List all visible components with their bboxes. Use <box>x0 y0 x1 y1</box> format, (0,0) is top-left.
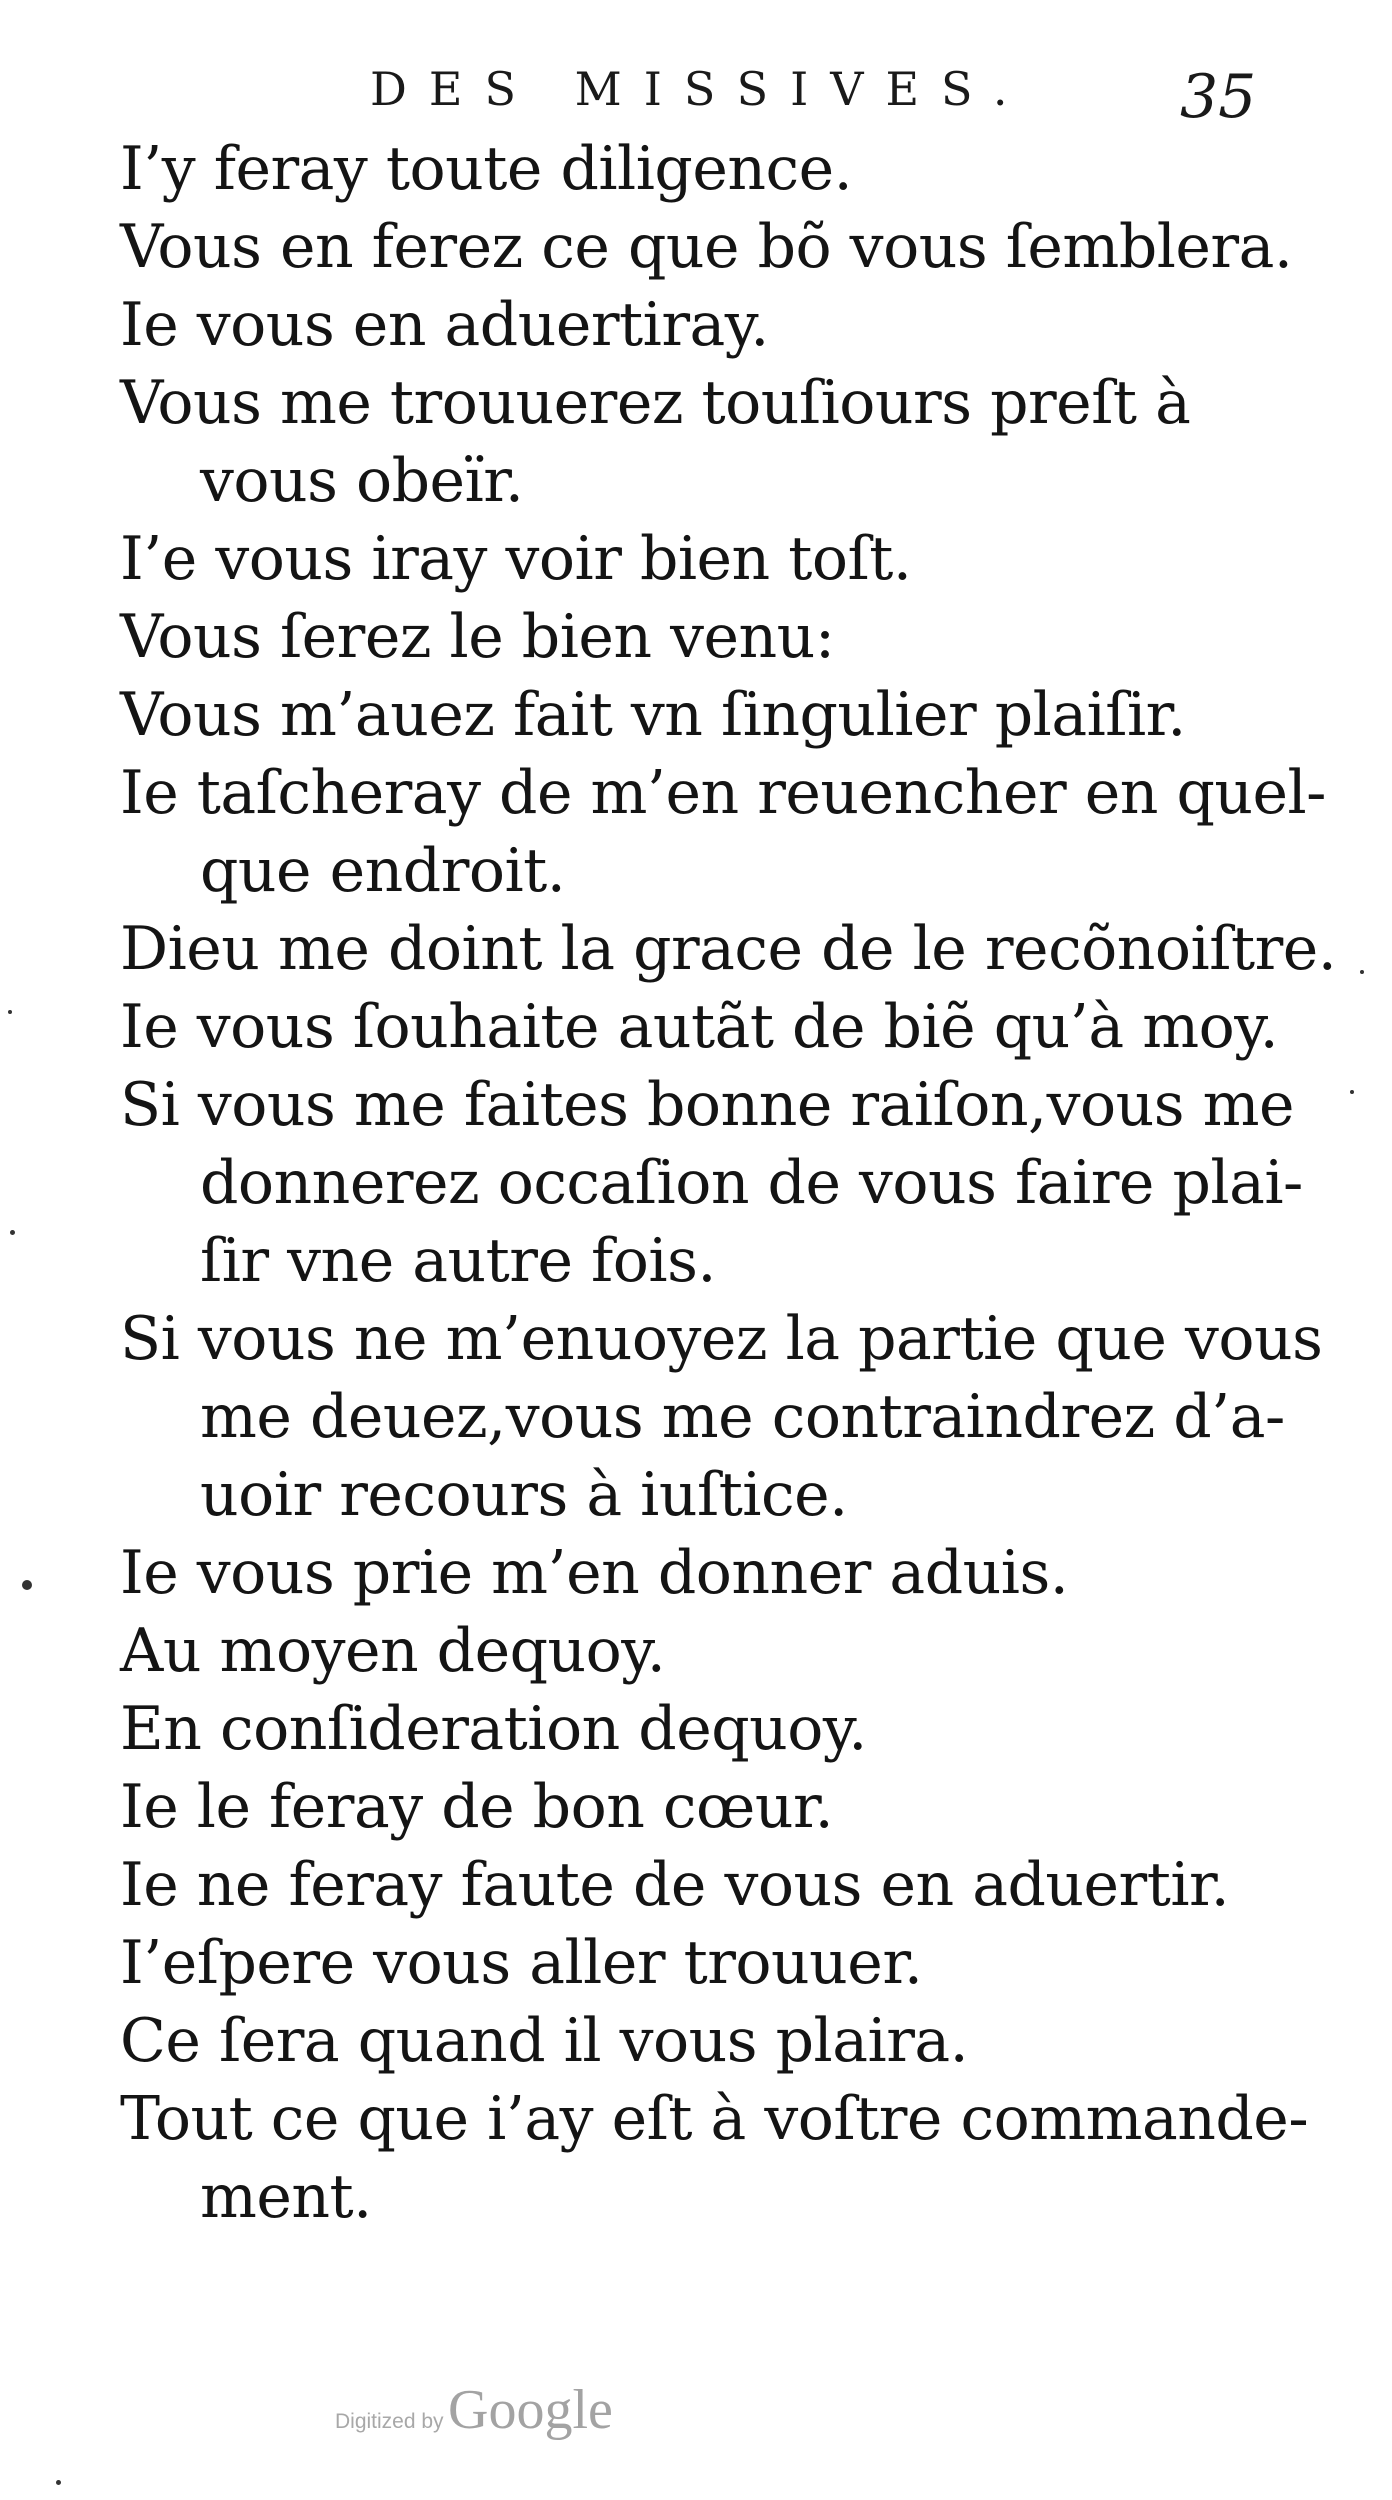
phrase-entry <box>120 1924 1260 2002</box>
phrase-continuation-line: que endroit. <box>200 836 566 906</box>
phrase-line: Vous m’auez fait vn ſingulier plaiſir. <box>120 680 1186 750</box>
phrase-entry <box>120 130 1260 208</box>
ink-speck <box>1350 1090 1354 1094</box>
phrase-entry <box>120 1768 1260 1846</box>
phrase-line: Tout ce que i’ay eſt à voſtre commande- <box>120 2084 1309 2154</box>
phrase-entry <box>120 1846 1260 1924</box>
phrase-line: Ie ne feray faute de vous en aduertir. <box>120 1850 1230 1920</box>
page-number: 35 <box>1180 62 1257 132</box>
ink-speck <box>10 1230 15 1235</box>
phrase-entry <box>120 754 1326 910</box>
phrase-line: Si vous ne m’enuoyez la partie que vous <box>120 1304 1323 1374</box>
ink-speck <box>1360 970 1364 974</box>
digitized-watermark <box>335 2378 613 2442</box>
ink-speck <box>56 2480 61 2485</box>
phrase-line: Dieu me doint la grace de le recõnoiſtre. <box>120 914 1337 984</box>
phrase-entry <box>120 520 1260 598</box>
phrase-entry <box>120 1534 1260 1612</box>
phrase-entry <box>120 208 1293 286</box>
phrase-entry <box>120 1300 1323 1534</box>
phrase-continuation-line: ment. <box>200 2162 372 2232</box>
phrase-line: Vous ſerez le bien venu: <box>120 602 835 672</box>
phrase-entry <box>120 598 1260 676</box>
phrase-entry <box>120 2002 1260 2080</box>
phrase-continuation-line: ſir vne autre fois. <box>200 1226 716 1296</box>
phrase-entry <box>120 676 1260 754</box>
watermark-small-text: Digitized by <box>335 2410 444 2433</box>
phrase-line: Vous me trouuerez touſiours preſt à <box>120 368 1191 438</box>
phrase-line: I’e vous iray voir bien toſt. <box>120 524 912 594</box>
phrase-line: I’y feray toute diligence. <box>120 134 853 204</box>
phrase-line: Ie taſcheray de m’en reuencher en quel- <box>120 758 1326 828</box>
phrase-line: Au moyen dequoy. <box>120 1616 666 1686</box>
phrase-line: Si vous me faites bonne raiſon,vous me <box>120 1070 1295 1140</box>
phrase-line: Ce ſera quand il vous plaira. <box>120 2006 969 2076</box>
ink-speck <box>8 1010 12 1014</box>
phrase-line: Ie le feray de bon cœur. <box>120 1772 834 1842</box>
phrase-line: Ie vous ſouhaite autãt de biẽ qu’à moy. <box>120 992 1279 1062</box>
phrase-entry <box>120 286 1260 364</box>
phrase-line: Ie vous prie m’en donner aduis. <box>120 1538 1069 1608</box>
phrase-line: En conſideration dequoy. <box>120 1694 867 1764</box>
google-logo: Google <box>448 2379 613 2441</box>
ink-speck <box>22 1580 32 1590</box>
phrase-list <box>120 130 1337 2236</box>
phrase-entry <box>120 988 1279 1066</box>
running-head: DES MISSIVES. <box>370 62 1030 116</box>
phrase-entry <box>120 1612 1260 1690</box>
phrase-line: Ie vous en aduertiray. <box>120 290 769 360</box>
phrase-continuation-line: me deuez,vous me contraindrez d’a- <box>200 1382 1285 1452</box>
phrase-entry <box>120 910 1337 988</box>
phrase-continuation-line: donnerez occaſion de vous faire plai- <box>200 1148 1303 1218</box>
phrase-entry <box>120 1066 1303 1300</box>
phrase-entry <box>120 364 1260 520</box>
phrase-line: Vous en ferez ce que bõ vous ſemblera. <box>120 212 1293 282</box>
phrase-continuation-line: vous obeïr. <box>200 446 524 516</box>
phrase-continuation-line: uoir recours à iuſtice. <box>200 1460 848 1530</box>
phrase-entry <box>120 1690 1260 1768</box>
phrase-entry <box>120 2080 1309 2236</box>
phrase-line: I’eſpere vous aller trouuer. <box>120 1928 923 1998</box>
